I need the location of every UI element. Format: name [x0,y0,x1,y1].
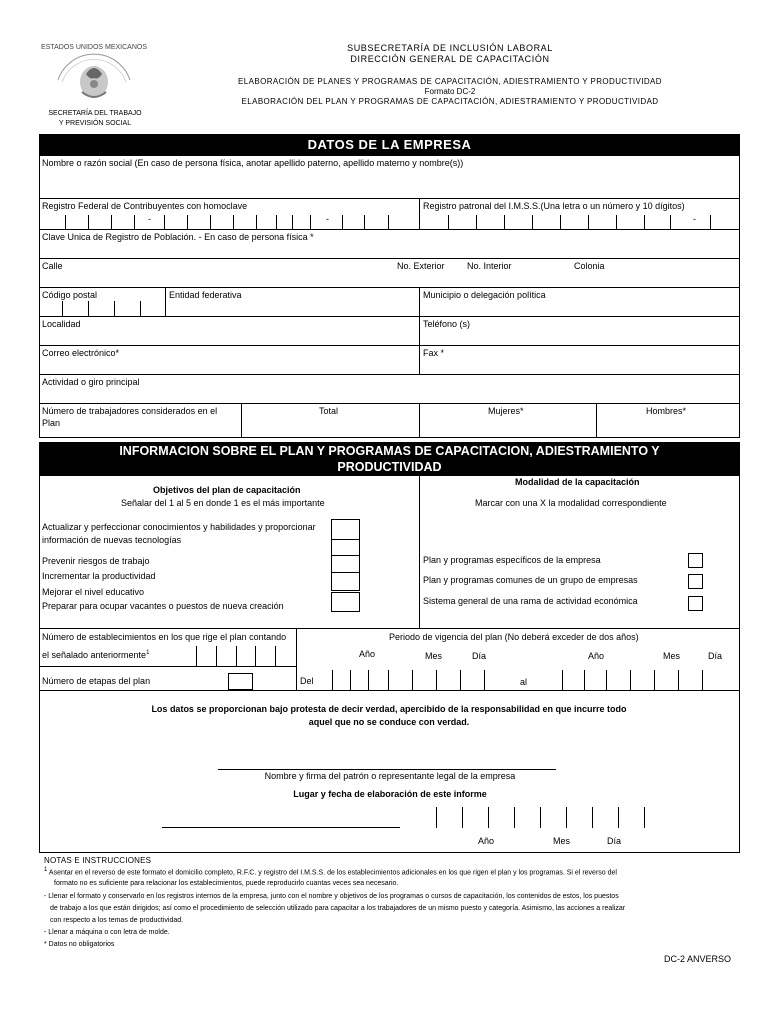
establec-label-1: Número de establecimientos en los que rige el plan contando [42,632,287,642]
calle-field[interactable] [40,273,738,287]
obj5-rank-box[interactable] [331,592,360,612]
periodo-del-field[interactable] [318,670,508,690]
obj3-rank-box[interactable] [331,572,360,591]
obj4-label: Mejorar el nivel educativo [42,587,145,597]
obj2-label: Prevenir riesgos de trabajo [42,556,150,566]
declaration-line1: Los datos se proporcionan bajo protesta de decir verdad, apercibido de la responsabilidad en que incurre todo [151,704,627,714]
mod2-checkbox[interactable] [688,574,703,589]
footer-code: DC-2 ANVERSO [664,954,732,964]
note-1b: formato no es suficiente para relacionar los establecimientos, puede reproducirlo cuantas veces sea necesario. [54,880,399,887]
hombres-label: Hombres* [646,406,687,416]
section-title-empresa: DATOS DE LA EMPRESA [39,134,740,156]
nombre-label: Nombre o razón social (En caso de persona física, anotar apellido paterno, apellido materno y nombre(s)) [42,158,464,168]
calle-label: Calle [42,261,63,271]
etapas-label: Número de etapas del plan [42,676,151,686]
del-label: Del [300,676,314,686]
total-label: Total [319,406,339,416]
form-code: Formato DC-2 [424,87,476,96]
periodo-al-field[interactable] [540,670,738,690]
mod1-checkbox[interactable] [688,553,703,568]
notes-title: NOTAS E INSTRUCCIONES [44,856,152,865]
form-subtitle: ELABORACIÓN DEL PLAN Y PROGRAMAS DE CAPACITACIÓN, ADIESTRAMIENTO Y PRODUCTIVIDAD [241,97,659,106]
firma-line[interactable] [218,769,556,770]
periodo-mes-1: Mes [425,651,443,661]
periodo-mes-2: Mes [663,651,681,661]
periodo-anio-2: Año [588,651,605,661]
secretaria-line1: SECRETARÍA DEL TRABAJO [48,110,142,117]
establec-label-2: el señalado anteriormente$^1$ [42,650,150,660]
obj2-rank-box[interactable] [331,555,360,573]
establec-field[interactable] [180,646,295,666]
no-interior-label: No. Interior [467,261,512,271]
mujeres-label: Mujeres* [488,406,524,416]
obj1-label-b: información de nuevas tecnologías [42,535,182,545]
al-label: al [520,677,528,687]
curp-label: Clave Unica de Registro de Población. - En caso de persona física * [42,232,314,242]
correo-label: Correo electrónico* [42,348,120,358]
nombre-field[interactable] [40,170,738,197]
periodo-dia-2: Día [708,651,723,661]
codigo-postal-label: Código postal [42,290,98,300]
note-2c: con respecto a los temas de productividad. [50,917,184,924]
agency-line2: DIRECCIÓN GENERAL DE CAPACITACIÓN [350,54,550,64]
fecha-informe-field[interactable] [436,807,646,828]
modalidad-title: Modalidad de la capacitación [515,477,640,487]
imss-field[interactable]: - [420,212,738,229]
imss-label: Registro patronal del I.M.S.S.(Una letra o un número y 10 dígitos) [423,201,685,211]
telefono-label: Teléfono (s) [423,319,471,329]
etapas-box[interactable] [228,673,253,690]
actividad-label: Actividad o giro principal [42,377,140,387]
codigo-postal-field[interactable] [40,301,164,316]
lugar-line[interactable] [162,827,400,828]
num-trab-label-2: Plan [42,418,61,428]
num-trab-label-1: Número de trabajadores considerados en el [42,406,218,416]
rfc-field[interactable]: - - [40,212,418,229]
periodo-label: Periodo de vigencia del plan (No deberá exceder de dos años) [389,632,639,642]
entidad-label: Entidad federativa [169,290,242,300]
seal-text: ESTADOS UNIDOS MEXICANOS [40,44,148,51]
no-exterior-label: No. Exterior [397,261,445,271]
note-3: - Llenar a máquina o con letra de molde. [44,929,170,936]
note-1a: $^1$ Asentar en el reverso de este formato el domicilio completo, R.F.C. y registro del I.M.S.S. de los establecimientos adicionales en los que rigen el plan y los programas. Si el reverso del [44,867,617,877]
colonia-label: Colonia [574,261,605,271]
objetivos-title: Objetivos del plan de capacitación [153,485,301,495]
modalidad-sub: Marcar con una X la modalidad correspondiente [475,498,667,508]
note-2b: de trabajo a los que están dirigidos; así como el procedimiento de selección utilizado para capacitar a los trabajadores de un mismo puesto y categoría. Asimismo, las acciones a realizar [50,905,626,912]
localidad-label: Localidad [42,319,81,329]
declaration-line2: aquel que no se conduce con verdad. [308,717,470,727]
obj1-label-a: Actualizar y perfeccionar conocimientos y habilidades y proporcionar [42,522,316,532]
mod3-label: Sistema general de una rama de actividad económica [423,596,638,606]
form-title: ELABORACIÓN DE PLANES Y PROGRAMAS DE CAPACITACIÓN, ADIESTRAMIENTO Y PRODUCTIVIDAD [238,77,662,86]
agency-line1: SUBSECRETARÍA DE INCLUSIÓN LABORAL [347,43,553,53]
periodo-anio-1: Año [359,649,376,659]
obj1b-rank-box[interactable] [331,539,360,556]
obj3-label: Incrementar la productividad [42,571,156,581]
periodo-dia-1: Día [472,651,487,661]
objetivos-sub: Señalar del 1 al 5 en donde 1 es el más importante [121,498,325,508]
firma-label: Nombre y firma del patrón o representante legal de la empresa [264,771,516,781]
mod2-label: Plan y programas comunes de un grupo de empresas [423,575,638,585]
note-4: * Datos no obligatorios [44,941,115,948]
fecha-mes-label: Mes [553,836,571,846]
fecha-dia-label: Día [607,836,622,846]
fecha-anio-label: Año [478,836,495,846]
municipio-label: Municipio o delegación política [423,290,546,300]
lugar-label: Lugar y fecha de elaboración de este informe [293,789,487,799]
fax-label: Fax * [423,348,445,358]
mod1-label: Plan y programas específicos de la empresa [423,555,601,565]
mod3-checkbox[interactable] [688,596,703,611]
curp-field[interactable] [40,244,738,257]
rfc-label: Registro Federal de Contribuyentes con homoclave [42,201,248,211]
section-title-plan: INFORMACION SOBRE EL PLAN Y PROGRAMAS DE CAPACITACION, ADIESTRAMIENTO Y PRODUCTIVIDAD [39,442,740,476]
secretaria-line2: Y PREVISIÓN SOCIAL [58,120,132,127]
obj1-rank-box[interactable] [331,519,360,540]
note-2a: - Llenar el formato y conservarlo en los registros internos de la empresa, junto con el nombre y objetivos de los programas o cursos de capacitación, los contenidos de estos, los puestos [44,893,619,900]
obj5-label: Preparar para ocupar vacantes o puestos de nueva creación [42,601,284,611]
